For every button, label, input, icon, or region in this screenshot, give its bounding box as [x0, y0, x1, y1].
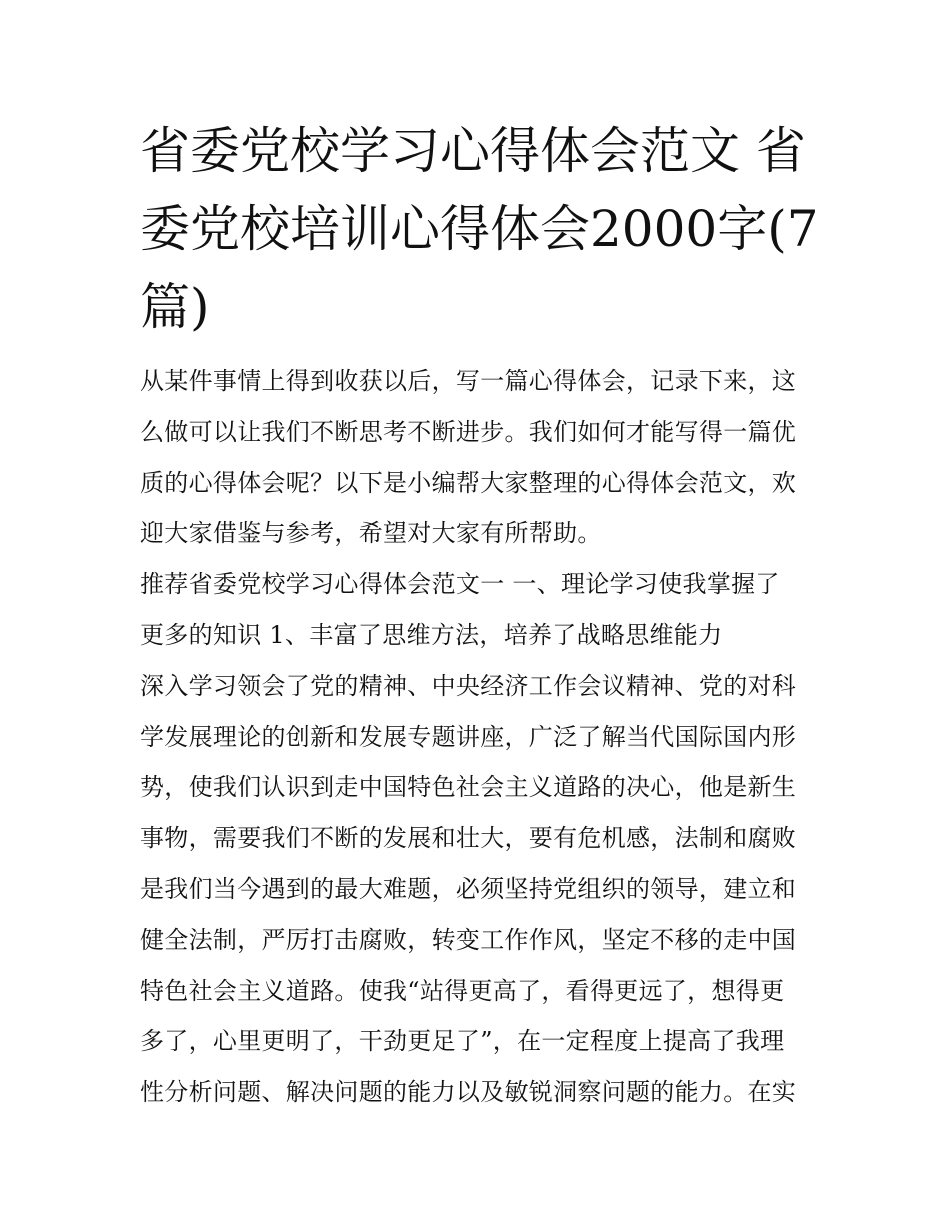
- body-line-13: 特色社会主义道路。使我“站得更高了，看得更远了，想得更: [140, 976, 785, 1005]
- document-body: [140, 356, 812, 1118]
- body-line-14: 多了，心里更明了，干劲更足了”，在一定程度上提高了我理: [140, 1027, 785, 1056]
- title-line-2: 委党校培训心得体会2000字(7: [140, 200, 819, 258]
- body-line-2: 么做可以让我们不断思考不断进步。我们如何才能写得一篇优: [140, 417, 797, 446]
- body-line-8: 学发展理论的创新和发展专题讲座，广泛了解当代国际国内形: [140, 722, 797, 751]
- body-line-11: 是我们当今遇到的最大难题，必须坚持党组织的领导，建立和: [140, 874, 797, 903]
- body-line-4: 迎大家借鉴与参考，希望对大家有所帮助。: [140, 519, 602, 548]
- body-line-5: 推荐省委党校学习心得体会范文一 一、理论学习使我掌握了: [140, 570, 780, 599]
- body-line-12: 健全法制，严厉打击腐败，转变工作作风，坚定不移的走中国: [140, 925, 797, 954]
- body-line-7: 深入学习领会了党的精神、中央经济工作会议精神、党的对科: [140, 671, 797, 700]
- body-line-10: 事物，需要我们不断的发展和壮大，要有危机感，法制和腐败: [140, 824, 797, 853]
- document-title: [140, 112, 820, 346]
- body-line-3: 质的心得体会呢？以下是小编帮大家整理的心得体会范文，欢: [140, 468, 797, 497]
- body-line-1: 从某件事情上得到收获以后，写一篇心得体会，记录下来，这: [140, 367, 797, 395]
- body-line-6: 更多的知识 1、丰富了思维方法，培养了战略思维能力: [140, 620, 723, 649]
- body-line-9: 势，使我们认识到走中国特色社会主义道路的决心，他是新生: [140, 773, 797, 802]
- title-line-1: 省委党校学习心得体会范文 省: [140, 122, 806, 180]
- title-line-3: 篇): [140, 278, 210, 336]
- body-line-15: 性分析问题、解决问题的能力以及敏锐洞察问题的能力。在实: [140, 1078, 797, 1107]
